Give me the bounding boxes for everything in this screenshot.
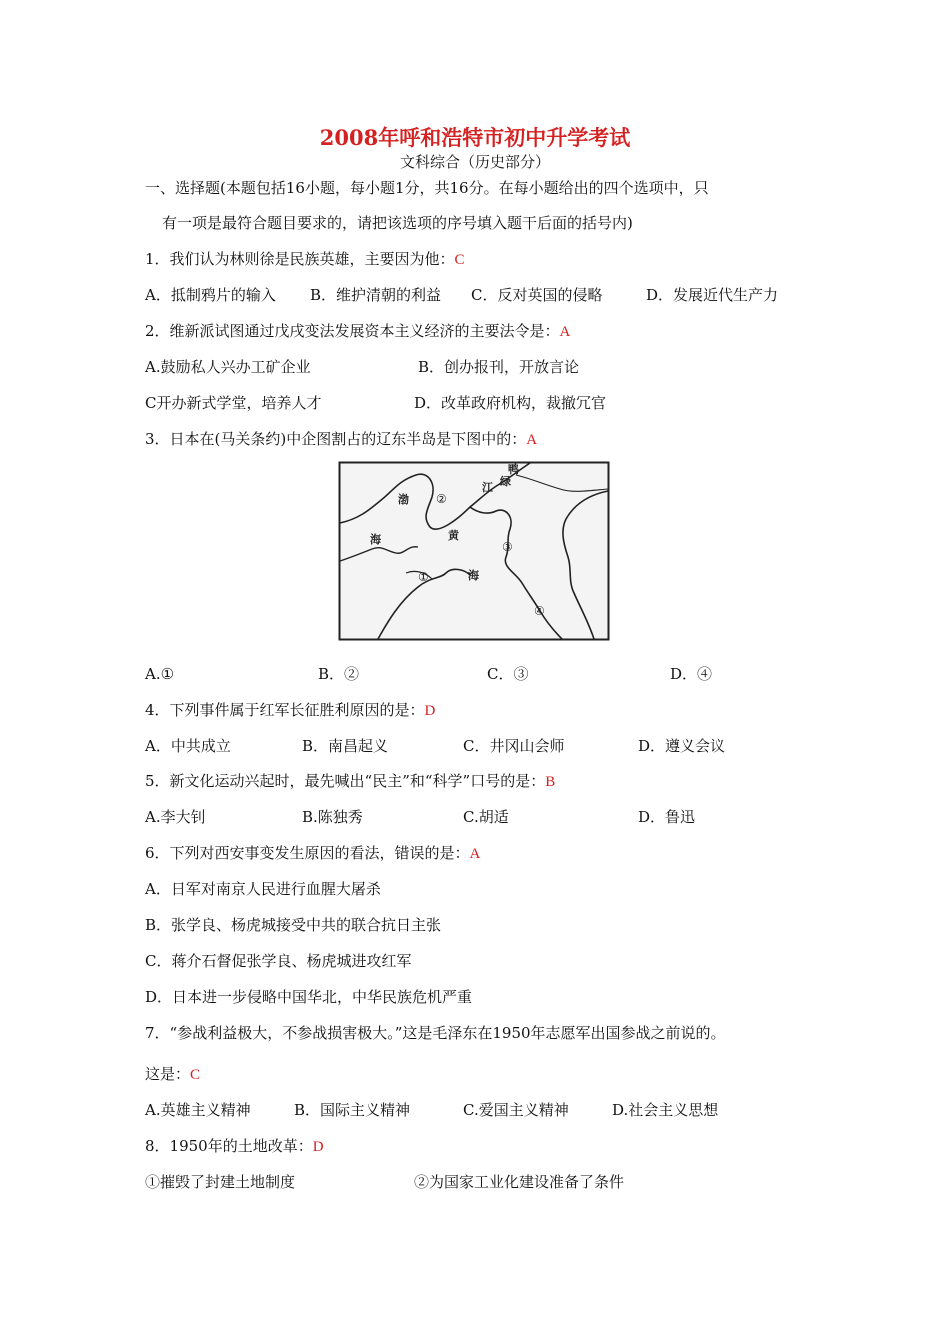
question-6-answer: A — [469, 846, 481, 862]
section-instructions-line1: 一、选择题(本题包括16小题，每小题1分，共16分。在每小题给出的四个选项中，只 — [145, 179, 709, 197]
question-2-option-d: D．改革政府机构，裁撤冗官 — [414, 394, 607, 412]
question-5-option-b: B.陈独秀 — [302, 808, 363, 826]
question-4-option-a: A．中共成立 — [145, 737, 231, 755]
map-label-yalu-2: 绿 — [500, 475, 511, 488]
map-label-yellow-1: 黄 — [448, 529, 459, 542]
question-6-option-d: D．日本进一步侵略中国华北，中华民族危机严重 — [145, 988, 473, 1006]
question-7-answer: C — [190, 1067, 201, 1083]
question-6-option-c: C．蒋介石督促张学良、杨虎城进攻红军 — [145, 952, 412, 970]
question-3-option-d: D．④ — [670, 665, 713, 683]
question-7-option-d: D.社会主义思想 — [612, 1101, 719, 1119]
map-marker-3: ③ — [502, 540, 513, 554]
question-3-option-a: A.① — [145, 665, 175, 683]
map-label-yellow-2: 海 — [468, 569, 479, 582]
question-1-option-d: D．发展近代生产力 — [646, 286, 779, 304]
map-label-yalu-3: 江 — [482, 481, 493, 494]
question-8-item-2: ②为国家工业化建设准备了条件 — [414, 1173, 625, 1191]
question-7-stem-continued: 这是：C — [145, 1065, 201, 1083]
question-1-option-c: C．反对英国的侵略 — [471, 286, 603, 304]
question-5-stem: 5．新文化运动兴起时，最先喊出“民主”和“科学”口号的是：B — [145, 772, 556, 790]
question-8-answer: D — [312, 1139, 324, 1155]
question-6-option-a: A．日军对南京人民进行血腥大屠杀 — [145, 880, 381, 898]
question-1-option-b: B．维护清朝的利益 — [310, 286, 442, 304]
map-label-yalu-1: 鸭 — [508, 463, 519, 476]
question-2-stem: 2．维新派试图通过戊戌变法发展资本主义经济的主要法令是：A — [145, 322, 571, 340]
question-8-item-1: ①摧毁了封建土地制度 — [145, 1173, 296, 1191]
exam-title: 2008年呼和浩特市初中升学考试 — [319, 125, 631, 150]
question-3-stem: 3．日本在(马关条约)中企图割占的辽东半岛是下图中的：A — [145, 430, 538, 448]
question-1-stem: 1．我们认为林则徐是民族英雄，主要因为他：C — [145, 250, 465, 268]
question-3-answer: A — [526, 432, 538, 448]
question-4-option-b: B．南昌起义 — [302, 737, 389, 755]
question-6-stem: 6．下列对西安事变发生原因的看法，错误的是：A — [145, 844, 481, 862]
question-1-answer: C — [454, 252, 465, 268]
exam-subtitle: 文科综合（历史部分） — [399, 153, 550, 171]
question-1-option-a: A．抵制鸦片的输入 — [145, 286, 276, 304]
question-2-answer: A — [559, 324, 571, 340]
question-5-option-d: D．鲁迅 — [638, 808, 696, 826]
question-5-option-a: A.李大钊 — [145, 808, 206, 826]
map-marker-1: ① — [418, 570, 429, 584]
section-instructions-line2: 有一项是最符合题目要求的，请把该选项的序号填入题干后面的括号内) — [162, 214, 633, 232]
question-3-option-c: C．③ — [487, 665, 529, 683]
question-2-option-b: B．创办报刊，开放言论 — [418, 358, 580, 376]
question-5-answer: B — [545, 774, 556, 790]
question-7-option-a: A.英雄主义精神 — [145, 1101, 251, 1119]
map-marker-2: ② — [436, 492, 447, 506]
question-2-option-c: C开办新式学堂，培养人才 — [145, 394, 322, 412]
liaodong-peninsula-map — [338, 461, 610, 641]
question-3-option-b: B．② — [318, 665, 360, 683]
question-7-stem: 7．“参战利益极大，不参战损害极大。”这是毛泽东在1950年志愿军出国参战之前说的。 — [145, 1024, 726, 1042]
question-6-option-b: B．张学良、杨虎城接受中共的联合抗日主张 — [145, 916, 442, 934]
question-7-option-c: C.爱国主义精神 — [463, 1101, 569, 1119]
map-label-bohai-1: 渤 — [398, 493, 409, 506]
question-7-option-b: B．国际主义精神 — [294, 1101, 411, 1119]
map-label-bohai-2: 海 — [370, 533, 381, 546]
map-marker-4: ④ — [534, 604, 545, 618]
question-4-answer: D — [424, 703, 436, 719]
question-8-stem: 8．1950年的土地改革：D — [145, 1137, 324, 1155]
question-4-option-d: D．遵义会议 — [638, 737, 726, 755]
question-5-option-c: C.胡适 — [463, 808, 509, 826]
question-4-stem: 4．下列事件属于红军长征胜利原因的是：D — [145, 701, 436, 719]
question-2-option-a: A.鼓励私人兴办工矿企业 — [145, 358, 311, 376]
question-4-option-c: C．井冈山会师 — [463, 737, 565, 755]
